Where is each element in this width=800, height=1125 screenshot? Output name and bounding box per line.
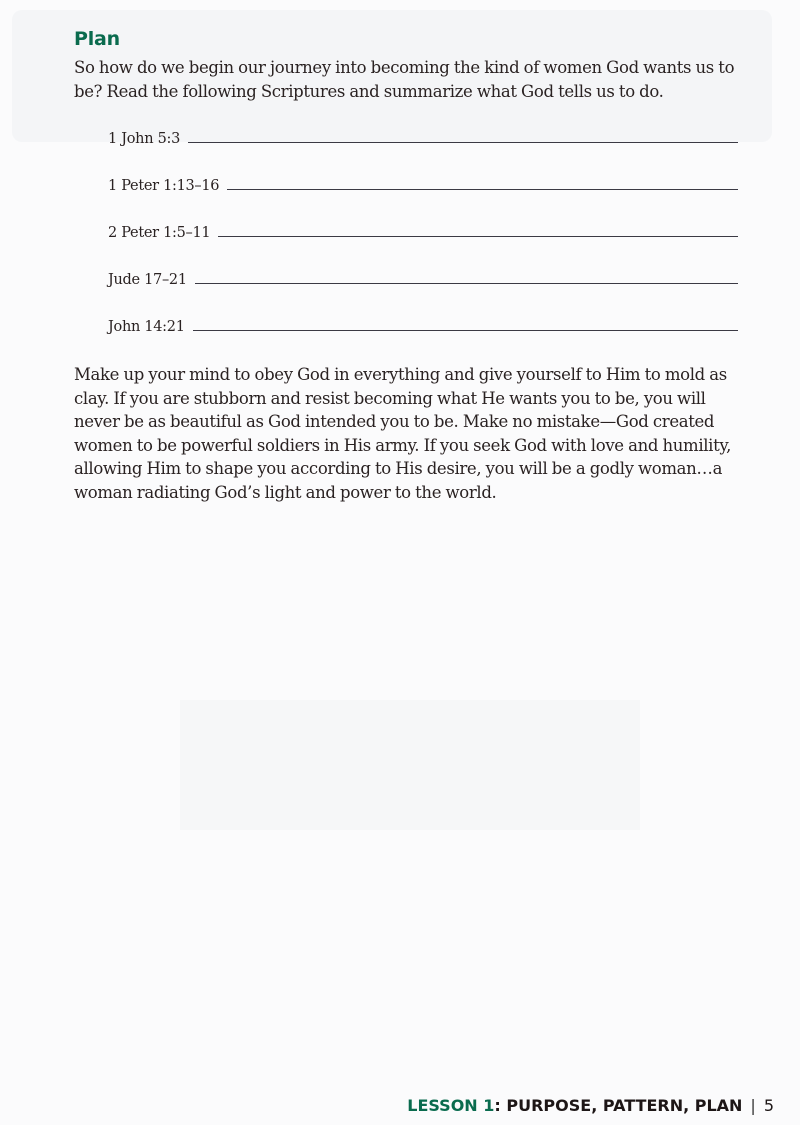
page-footer	[407, 1096, 774, 1115]
reverse-page-show-through-box	[180, 700, 640, 830]
scripture-answer-field[interactable]	[218, 220, 738, 237]
footer-separator: |	[750, 1096, 756, 1115]
scripture-answer-field[interactable]	[193, 314, 738, 331]
lesson-title: : PURPOSE, PATTERN, PLAN	[494, 1096, 743, 1115]
scripture-row	[108, 147, 738, 194]
scripture-row	[108, 288, 738, 335]
scripture-answer-field[interactable]	[227, 173, 738, 190]
page-number: 5	[763, 1096, 774, 1115]
scripture-reference: 1 Peter 1:13–16	[108, 178, 220, 194]
scripture-answer-field[interactable]	[195, 267, 738, 284]
scripture-row	[108, 117, 738, 147]
scripture-reference: John 14:21	[108, 319, 185, 335]
scripture-list	[108, 117, 738, 335]
lesson-label: LESSON 1	[407, 1096, 495, 1115]
scripture-reference: Jude 17–21	[108, 272, 187, 288]
scripture-row	[108, 194, 738, 241]
body-paragraph: Make up your mind to obey God in everything and give yourself to Him to mold as clay. If you are stubborn and resist becoming what He wants you to be, you will never be as beautiful as God intended you to be. Make no mistake—God created women to be powerful soldiers in His army. If you seek God with love and humility, allowing Him to shape you according to His desire, you will be a godly woman…a woman radiating God’s light and power to the world.	[74, 365, 732, 502]
section-heading: Plan	[74, 28, 120, 50]
scripture-row	[108, 241, 738, 288]
scripture-reference: 2 Peter 1:5–11	[108, 225, 211, 241]
scripture-answer-field[interactable]	[188, 126, 738, 143]
page-content	[74, 28, 744, 504]
intro-paragraph: So how do we begin our journey into becoming the kind of women God wants us to be? Read the following Scriptures and summarize what God tells us to do.	[74, 58, 735, 101]
scripture-reference: 1 John 5:3	[108, 131, 180, 147]
